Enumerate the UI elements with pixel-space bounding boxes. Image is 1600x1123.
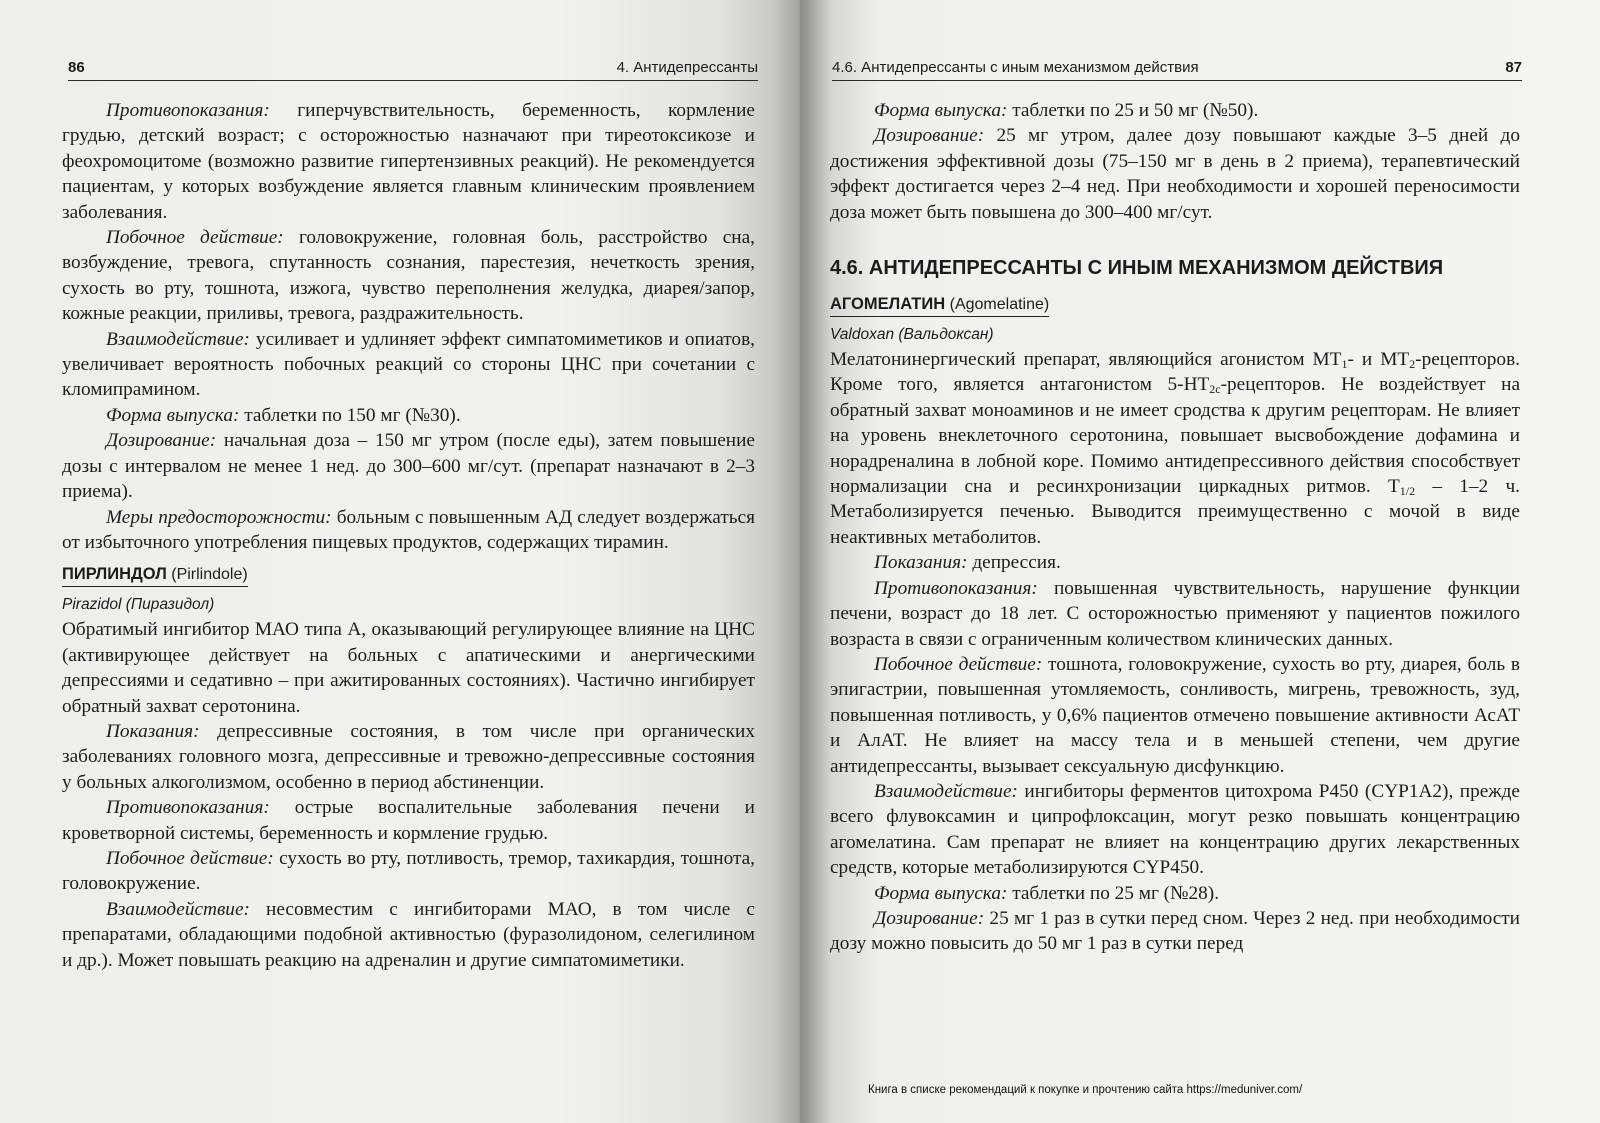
left-page-header [68,50,758,81]
paragraph: Дозирование: 25 мг 1 раз в сутки перед сном. Через 2 нед. при необходимости дозу можно повысить до 50 мг 1 раз в сутки перед [830,907,1520,955]
paragraph: Взаимодействие: несовместим с ингибиторами МАО, в том числе с препаратами, обладающими подобной активностью (фуразолидоном, селегилином и др.). Может повышать реакцию на адреналин и другие симпатомиметики. [62,898,755,971]
paragraph: Дозирование: 25 мг утром, далее дозу повышают каждые 3–5 дней до достижения эффективной дозы (75–150 мг в день в 2 приема), терапевтический эффект достигается через 2–4 нед. При необходимости и хорошей переносимости доза может быть повышена до 300–400 мг/сут. [830,125,1520,223]
left-page-body [62,98,755,973]
right-page-header [832,50,1522,81]
left-page-number: 86 [68,59,85,76]
drug-title-pirlindole: ПИРЛИНДОЛ (Pirlindole) [62,563,248,587]
paragraph: Противопоказания: повышенная чувствительность, нарушение функции печени, возраст до 18 лет. С осторожностью применяют у пациентов пожилого возраста в связи с ограниченным количеством клинических данных. [830,577,1520,650]
right-page [800,0,1600,1123]
paragraph: Противопоказания: гиперчувствительность, беременность, кормление грудью, детский возраст; с осторожностью назначают при тиреотоксикозе и феохромоцитоме (возможно развитие гипертензивных реакций). Не рекомендуется пациентам, у которых возбуждение является главным клиническим проявлением заболевания. [62,100,755,223]
paragraph: Дозирование: начальная доза – 150 мг утром (после еды), затем повышение дозы с интервалом не менее 1 нед. до 300–600 мг/сут. (препарат назначают в 2–3 приема). [62,430,755,503]
left-chapter-header: 4. Антидепрессанты [616,59,758,76]
paragraph: Форма выпуска: таблетки по 25 и 50 мг (№50). [874,100,1259,121]
paragraph: Побочное действие: головокружение, головная боль, расстройство сна, возбуждение, тревога, спутанность сознания, парестезия, нечеткость зрения, сухость во рту, тошнота, изжога, чувство переполнения желудка, диарея/запор, кожные реакции, приливы, тревога, раздражительность. [62,227,756,325]
drug-title-agomelatine: АГОМЕЛАТИН (Agomelatine) [830,293,1049,317]
paragraph: Форма выпуска: таблетки по 25 мг (№28). [874,882,1220,904]
paragraph: Форма выпуска: таблетки по 150 мг (№30). [106,404,461,426]
paragraph: Взаимодействие: усиливает и удлиняет эффект симпатомиметиков и опиатов, увеличивает вероятность побочных реакций со стороны ЦНС при сочетании с кломипрамином. [62,328,755,401]
right-chapter-header: 4.6. Антидепрессанты с иным механизмом действия [832,59,1199,76]
site-footer-note: Книга в списке рекомендаций к покупке и прочтению сайта https://meduniver.com/ [868,1084,1303,1096]
paragraph: Меры предосторожности: больным с повышенным АД следует воздержаться от избыточного употребления пищевых продуктов, содержащих тирамин. [62,506,755,553]
paragraph: Взаимодействие: ингибиторы ферментов цитохрома Р450 (CYP1A2), прежде всего флувоксамин и ципрофлоксацин, могут резко повышать концентрацию агомелатина. Сам препарат не влияет на концентрацию других лекарственных средств, которые метаболизируются CYP450. [830,780,1520,879]
brand-name: Valdoxan (Вальдоксан) [830,326,994,344]
brand-name: Pirazidol (Пиразидол) [62,596,215,614]
section-title: 4.6. АНТИДЕПРЕССАНТЫ С ИНЫМ МЕХАНИЗМОМ ДЕЙСТВИЯ [830,257,1444,280]
drug-description: Мелатонинергический препарат, являющийся агонистом $МТ_1-$ и $МТ_2$-рецепторов. Кроме того, является антагонистом $5-НТ_{2c}$-рецепторов. Не воздействует на обратный захват моноаминов и не имеет сродства к другим рецепторам. Не влияет на уровень внеклеточного серотонина, повышает высвобождение дофамина и норадреналина в лобной коре. Помимо антидепрессивного действия способствует нормализации сна и ресинхронизации циркадных ритмов. $Т_{1/2} - 1-2$ ч. Метаболизируется печенью. Выводится преимущественно с мочой в виде неактивных метаболитов. [830,349,1521,548]
paragraph: Показания: депрессия. [874,552,1061,574]
drug-description: Обратимый ингибитор МАО типа А, оказывающий регулирующее влияние на ЦНС (активирующее действует на больных с апатическими и анергическими депрессиями и седативно – при ажитированных состояниях). Частично ингибирует обратный захват серотонина. [62,619,755,717]
paragraph: Показания: депрессивные состояния, в том числе при органических заболеваниях головного мозга, депрессивные и тревожно-депрессивные состояния у больных алкоголизмом, особенно в период абстиненции. [62,720,755,793]
paragraph: Побочное действие: сухость во рту, потливость, тремор, тахикардия, тошнота, головокружение. [62,847,755,895]
right-page-number: 87 [1505,59,1522,76]
right-page-body [830,98,1520,957]
paragraph: Побочное действие: тошнота, головокружение, сухость во рту, диарея, боль в эпигастрии, повышенная утомляемость, сонливость, мигрень, тревожность, зуд, повышенная потливость, у 0,6% пациентов отмечено повышение активности АсАТ и АлАТ. Не влияет на массу тела и в меньшей степени, чем другие антидепрессанты, вызывает сексуальную дисфункцию. [830,653,1520,777]
paragraph: Противопоказания: острые воспалительные заболевания печени и кроветворной системы, беременность и кормление грудью. [62,797,755,844]
